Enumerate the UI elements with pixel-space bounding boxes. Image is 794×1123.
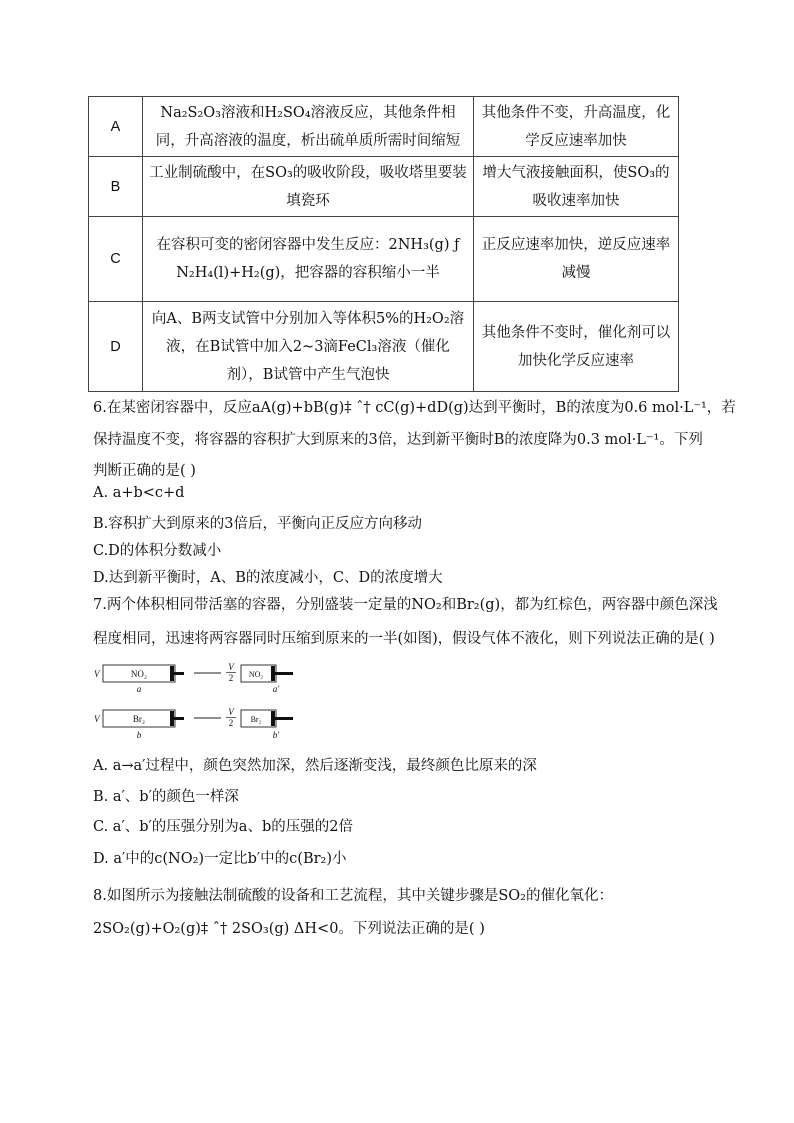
table-row bbox=[89, 217, 679, 302]
row-conclusion: 其他条件不变，升高温度，化学反应速率加快 bbox=[474, 97, 679, 157]
caption-b: b bbox=[136, 730, 142, 740]
piston-b-prime bbox=[271, 711, 275, 726]
q7-option-b: B. a′、b′的颜色一样深 bbox=[93, 789, 239, 805]
volume-label: V bbox=[94, 714, 100, 724]
half-numerator: V bbox=[228, 662, 234, 672]
table-row bbox=[89, 302, 679, 392]
gas-label-a: NO₂ bbox=[130, 669, 148, 679]
table-row bbox=[89, 97, 679, 157]
q6-option-c: C.D的体积分数减小 bbox=[93, 543, 222, 559]
gas-label-b: Br₂ bbox=[132, 714, 146, 724]
half-denominator: 2 bbox=[228, 673, 234, 683]
row-experiment: 向A、B两支试管中分别加入等体积5%的H₂O₂溶液，在B试管中加入2~3滴FeCl₃溶液（催化剂），B试管中产生气泡快 bbox=[143, 302, 474, 392]
caption-a-prime: a′ bbox=[272, 684, 280, 694]
piston-a bbox=[170, 666, 174, 681]
q7-line2: 程度相同，迅速将两容器同时压缩到原来的一半(如图)，假设气体不液化，则下列说法正确的是( ) bbox=[93, 631, 715, 647]
row-experiment: 在容积可变的密闭容器中发生反应：2NH₃(g) ƒ N₂H₄(l)+H₂(g)，把容器的容积缩小一半 bbox=[143, 217, 474, 302]
piston-a-prime bbox=[271, 666, 275, 681]
q8-line1: 8.如图所示为接触法制硫酸的设备和工艺流程，其中关键步骤是SO₂的催化氧化： bbox=[93, 888, 613, 904]
piston-b bbox=[170, 711, 174, 726]
row-experiment: 工业制硫酸中，在SO₃的吸收阶段，吸收塔里要装填瓷环 bbox=[143, 157, 474, 217]
piston-rod-a-prime bbox=[275, 672, 293, 675]
q6-line3: 判断正确的是( ) bbox=[93, 463, 196, 479]
q7-line1: 7.两个体积相同带活塞的容器，分别盛装一定量的NO₂和Br₂(g)，都为红棕色，两容器中颜色深浅 bbox=[93, 597, 718, 613]
piston-rod-a bbox=[174, 672, 184, 675]
row-conclusion: 正反应速率加快，逆反应速率减慢 bbox=[474, 217, 679, 302]
row-conclusion: 其他条件不变时，催化剂可以加快化学反应速率 bbox=[474, 302, 679, 392]
q7-option-a: A. a→a′过程中，颜色突然加深，然后逐渐变浅，最终颜色比原来的深 bbox=[93, 758, 537, 774]
row-label: A bbox=[89, 97, 143, 157]
row-label: B bbox=[89, 157, 143, 217]
q6-option-d: D.达到新平衡时，A、B的浓度减小，C、D的浓度增大 bbox=[93, 570, 443, 586]
piston-diagram bbox=[93, 662, 303, 744]
q7-option-c: C. a′、b′的压强分别为a、b的压强的2倍 bbox=[93, 819, 353, 835]
q7-option-d: D. a′中的c(NO₂)一定比b′中的c(Br₂)小 bbox=[93, 851, 347, 867]
row-label: C bbox=[89, 217, 143, 302]
caption-b-prime: b′ bbox=[272, 730, 280, 740]
volume-label: V bbox=[94, 669, 100, 679]
table-row bbox=[89, 157, 679, 217]
row-conclusion: 增大气液接触面积，使SO₃的吸收速率加快 bbox=[474, 157, 679, 217]
half-denominator: 2 bbox=[228, 718, 234, 728]
piston-rod-b bbox=[174, 717, 184, 720]
row-experiment: Na₂S₂O₃溶液和H₂SO₄溶液反应，其他条件相同，升高溶液的温度，析出硫单质所需时间缩短 bbox=[143, 97, 474, 157]
q6-line2: 保持温度不变，将容器的容积扩大到原来的3倍，达到新平衡时B的浓度降为0.3 mol·L⁻¹。下列 bbox=[93, 432, 703, 448]
q6-option-a: A. a+b<c+d bbox=[93, 485, 185, 501]
row-label: D bbox=[89, 302, 143, 392]
piston-rod-b-prime bbox=[275, 717, 293, 720]
half-numerator: V bbox=[228, 707, 234, 717]
caption-a: a bbox=[136, 684, 142, 694]
gas-label-a-prime: NO₂ bbox=[248, 670, 264, 679]
q6-option-b: B.容积扩大到原来的3倍后，平衡向正反应方向移动 bbox=[93, 516, 422, 532]
q8-line2: 2SO₂(g)+O₂(g)‡ ˆ† 2SO₃(g) ΔH<0。下列说法正确的是( ) bbox=[93, 921, 485, 937]
gas-label-b-prime: Br₂ bbox=[250, 715, 262, 724]
options-table bbox=[88, 96, 679, 392]
q6-line1: 6.在某密闭容器中，反应aA(g)+bB(g)‡ ˆ† cC(g)+dD(g)达到平衡时，B的浓度为0.6 mol·L⁻¹，若 bbox=[93, 400, 736, 416]
